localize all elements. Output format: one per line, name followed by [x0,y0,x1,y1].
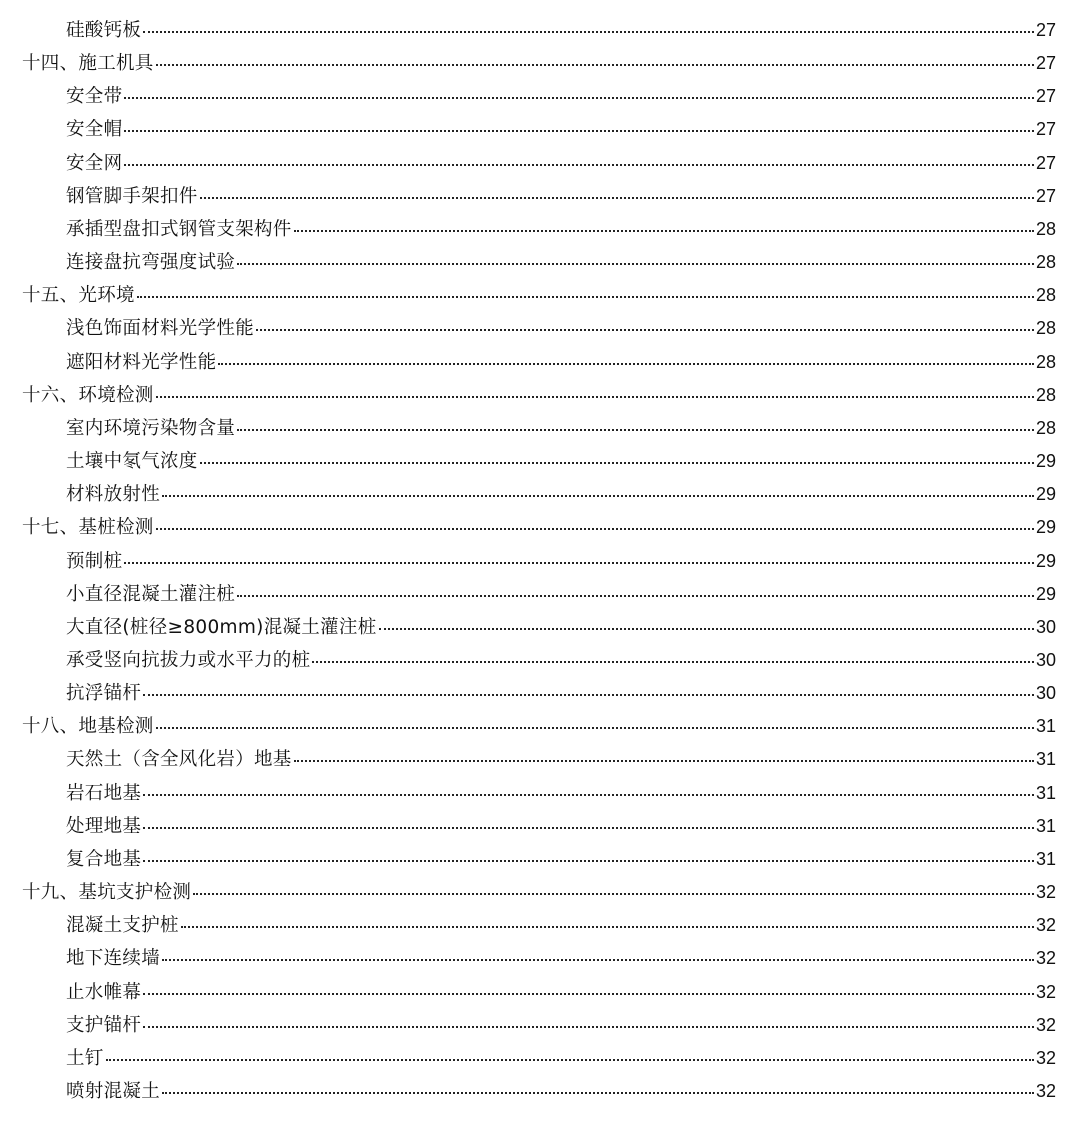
dot-leader [312,661,1034,663]
toc-subsection-entry[interactable] [0,1075,1080,1108]
toc-page-number: 28 [1035,318,1056,339]
dot-leader [218,363,1034,365]
toc-entry-title: 处理地基 [66,815,142,837]
toc-entry-title: 土钉 [66,1047,104,1069]
toc-entry-title: 十九、基坑支护检测 [22,882,192,904]
toc-subsection-entry[interactable] [0,976,1080,1009]
toc-subsection-entry[interactable] [0,909,1080,942]
toc-entry-title: 硅酸钙板 [66,20,142,41]
toc-page-number: 29 [1035,550,1056,571]
toc-page-number: 32 [1035,1047,1056,1068]
toc-subsection-entry[interactable] [0,1042,1080,1075]
toc-subsection-entry[interactable] [0,478,1080,511]
toc-entry-title: 安全带 [66,86,123,108]
toc-page-number: 29 [1035,583,1056,604]
toc-entry-title: 地下连续墙 [66,948,161,970]
toc-section-entry[interactable] [0,710,1080,743]
dot-leader [237,429,1034,431]
toc-page-number: 32 [1035,882,1056,903]
dot-leader [193,893,1034,895]
toc-entry-title: 岩石地基 [66,782,142,804]
dot-leader [124,97,1034,99]
toc-subsection-entry[interactable] [0,113,1080,146]
toc-entry-title: 承受竖向抗拔力或水平力的桩 [66,649,311,671]
toc-entry-title: 十六、环境检测 [22,384,154,406]
toc-entry-title: 喷射混凝土 [66,1081,161,1102]
toc-subsection-entry[interactable] [0,644,1080,677]
toc-page-number: 30 [1035,649,1056,670]
toc-subsection-entry[interactable] [0,810,1080,843]
toc-entry-title: 安全网 [66,152,123,174]
toc-entry-title: 小直径混凝土灌注桩 [66,583,236,605]
toc-subsection-entry[interactable] [0,843,1080,876]
toc-page-number: 31 [1035,782,1056,803]
toc-entry-title: 支护锚杆 [66,1014,142,1036]
toc-section-entry[interactable] [0,511,1080,544]
toc-subsection-entry[interactable] [0,412,1080,445]
toc-page-number: 27 [1035,86,1056,107]
toc-page-number: 27 [1035,20,1056,40]
dot-leader [143,827,1034,829]
dot-leader [162,959,1034,961]
toc-subsection-entry[interactable] [0,147,1080,180]
dot-leader [237,263,1034,265]
dot-leader [143,694,1034,696]
toc-entry-title: 材料放射性 [66,484,161,506]
dot-leader [294,230,1034,232]
toc-entry-title: 连接盘抗弯强度试验 [66,252,236,274]
dot-leader [156,64,1034,66]
dot-leader [200,462,1034,464]
toc-subsection-entry[interactable] [0,743,1080,776]
toc-page-number: 28 [1035,285,1056,306]
dot-leader [256,329,1034,331]
toc-entry-title: 预制桩 [66,550,123,572]
dot-leader [162,495,1034,497]
toc-entry-title: 抗浮锚杆 [66,683,142,705]
dot-leader [106,1059,1034,1061]
toc-page-number: 29 [1035,451,1056,472]
toc-entry-title: 安全帽 [66,119,123,141]
toc-page-number: 28 [1035,384,1056,405]
toc-entry-title: 复合地基 [66,848,142,870]
dot-leader [156,396,1034,398]
toc-page-number: 30 [1035,683,1056,704]
toc-page-number: 29 [1035,484,1056,505]
dot-leader [124,164,1034,166]
toc-page-number: 27 [1035,185,1056,206]
dot-leader [143,993,1034,995]
toc-subsection-entry[interactable] [0,677,1080,710]
dot-leader [294,760,1034,762]
toc-page-number: 32 [1035,915,1056,936]
toc-subsection-entry[interactable] [0,180,1080,213]
dot-leader [143,1026,1034,1028]
table-of-contents [0,14,1080,1108]
toc-entry-title: 遮阳材料光学性能 [66,351,217,373]
dot-leader [237,595,1034,597]
toc-page-number: 31 [1035,749,1056,770]
dot-leader [137,296,1034,298]
toc-page-number: 27 [1035,53,1056,74]
toc-subsection-entry[interactable] [0,545,1080,578]
toc-subsection-entry[interactable] [0,312,1080,345]
toc-page-number: 31 [1035,848,1056,869]
toc-page-number: 32 [1035,948,1056,969]
toc-subsection-entry[interactable] [0,611,1080,644]
toc-page-number: 27 [1035,119,1056,140]
toc-entry-title: 天然土（含全风化岩）地基 [66,749,292,771]
dot-leader [143,794,1034,796]
toc-entry-title: 土壤中氡气浓度 [66,451,198,473]
toc-entry-title: 浅色饰面材料光学性能 [66,318,255,340]
toc-page-number: 32 [1035,1081,1056,1101]
toc-page-number: 31 [1035,716,1056,737]
toc-section-entry[interactable] [0,876,1080,909]
dot-leader [124,130,1034,132]
dot-leader [162,1092,1034,1094]
toc-section-entry[interactable] [0,379,1080,412]
toc-entry-title: 十七、基桩检测 [22,517,154,539]
toc-entry-title: 混凝土支护桩 [66,915,179,937]
toc-page-number: 28 [1035,252,1056,273]
toc-page-number: 30 [1035,616,1056,637]
toc-subsection-entry[interactable] [0,213,1080,246]
toc-entry-title: 钢管脚手架扣件 [66,185,198,207]
toc-subsection-entry[interactable] [0,942,1080,975]
toc-entry-title: 十四、施工机具 [22,53,154,75]
toc-page-number: 32 [1035,981,1056,1002]
toc-subsection-entry[interactable] [0,445,1080,478]
toc-entry-title: 止水帷幕 [66,981,142,1003]
toc-section-entry[interactable] [0,47,1080,80]
toc-subsection-entry[interactable] [0,777,1080,810]
toc-page-number: 28 [1035,218,1056,239]
toc-page-number: 31 [1035,815,1056,836]
toc-entry-title: 大直径(桩径≥800mm)混凝土灌注桩 [66,616,377,638]
toc-subsection-entry[interactable] [0,1009,1080,1042]
dot-leader [124,562,1034,564]
toc-page-number: 32 [1035,1014,1056,1035]
dot-leader [181,926,1034,928]
dot-leader [379,628,1034,630]
toc-subsection-entry[interactable] [0,578,1080,611]
toc-subsection-entry[interactable] [0,80,1080,113]
toc-entry-title: 室内环境污染物含量 [66,417,236,439]
dot-leader [200,197,1034,199]
toc-subsection-entry[interactable] [0,14,1080,47]
dot-leader [156,528,1034,530]
toc-entry-title: 十八、地基检测 [22,716,154,738]
toc-subsection-entry[interactable] [0,246,1080,279]
toc-page-number: 28 [1035,417,1056,438]
toc-page-number: 27 [1035,152,1056,173]
toc-entry-title: 承插型盘扣式钢管支架构件 [66,218,292,240]
dot-leader [143,31,1034,33]
dot-leader [143,860,1034,862]
toc-section-entry[interactable] [0,279,1080,312]
toc-subsection-entry[interactable] [0,346,1080,379]
toc-page-number: 29 [1035,517,1056,538]
toc-page-number: 28 [1035,351,1056,372]
dot-leader [156,727,1034,729]
toc-entry-title: 十五、光环境 [22,285,135,307]
